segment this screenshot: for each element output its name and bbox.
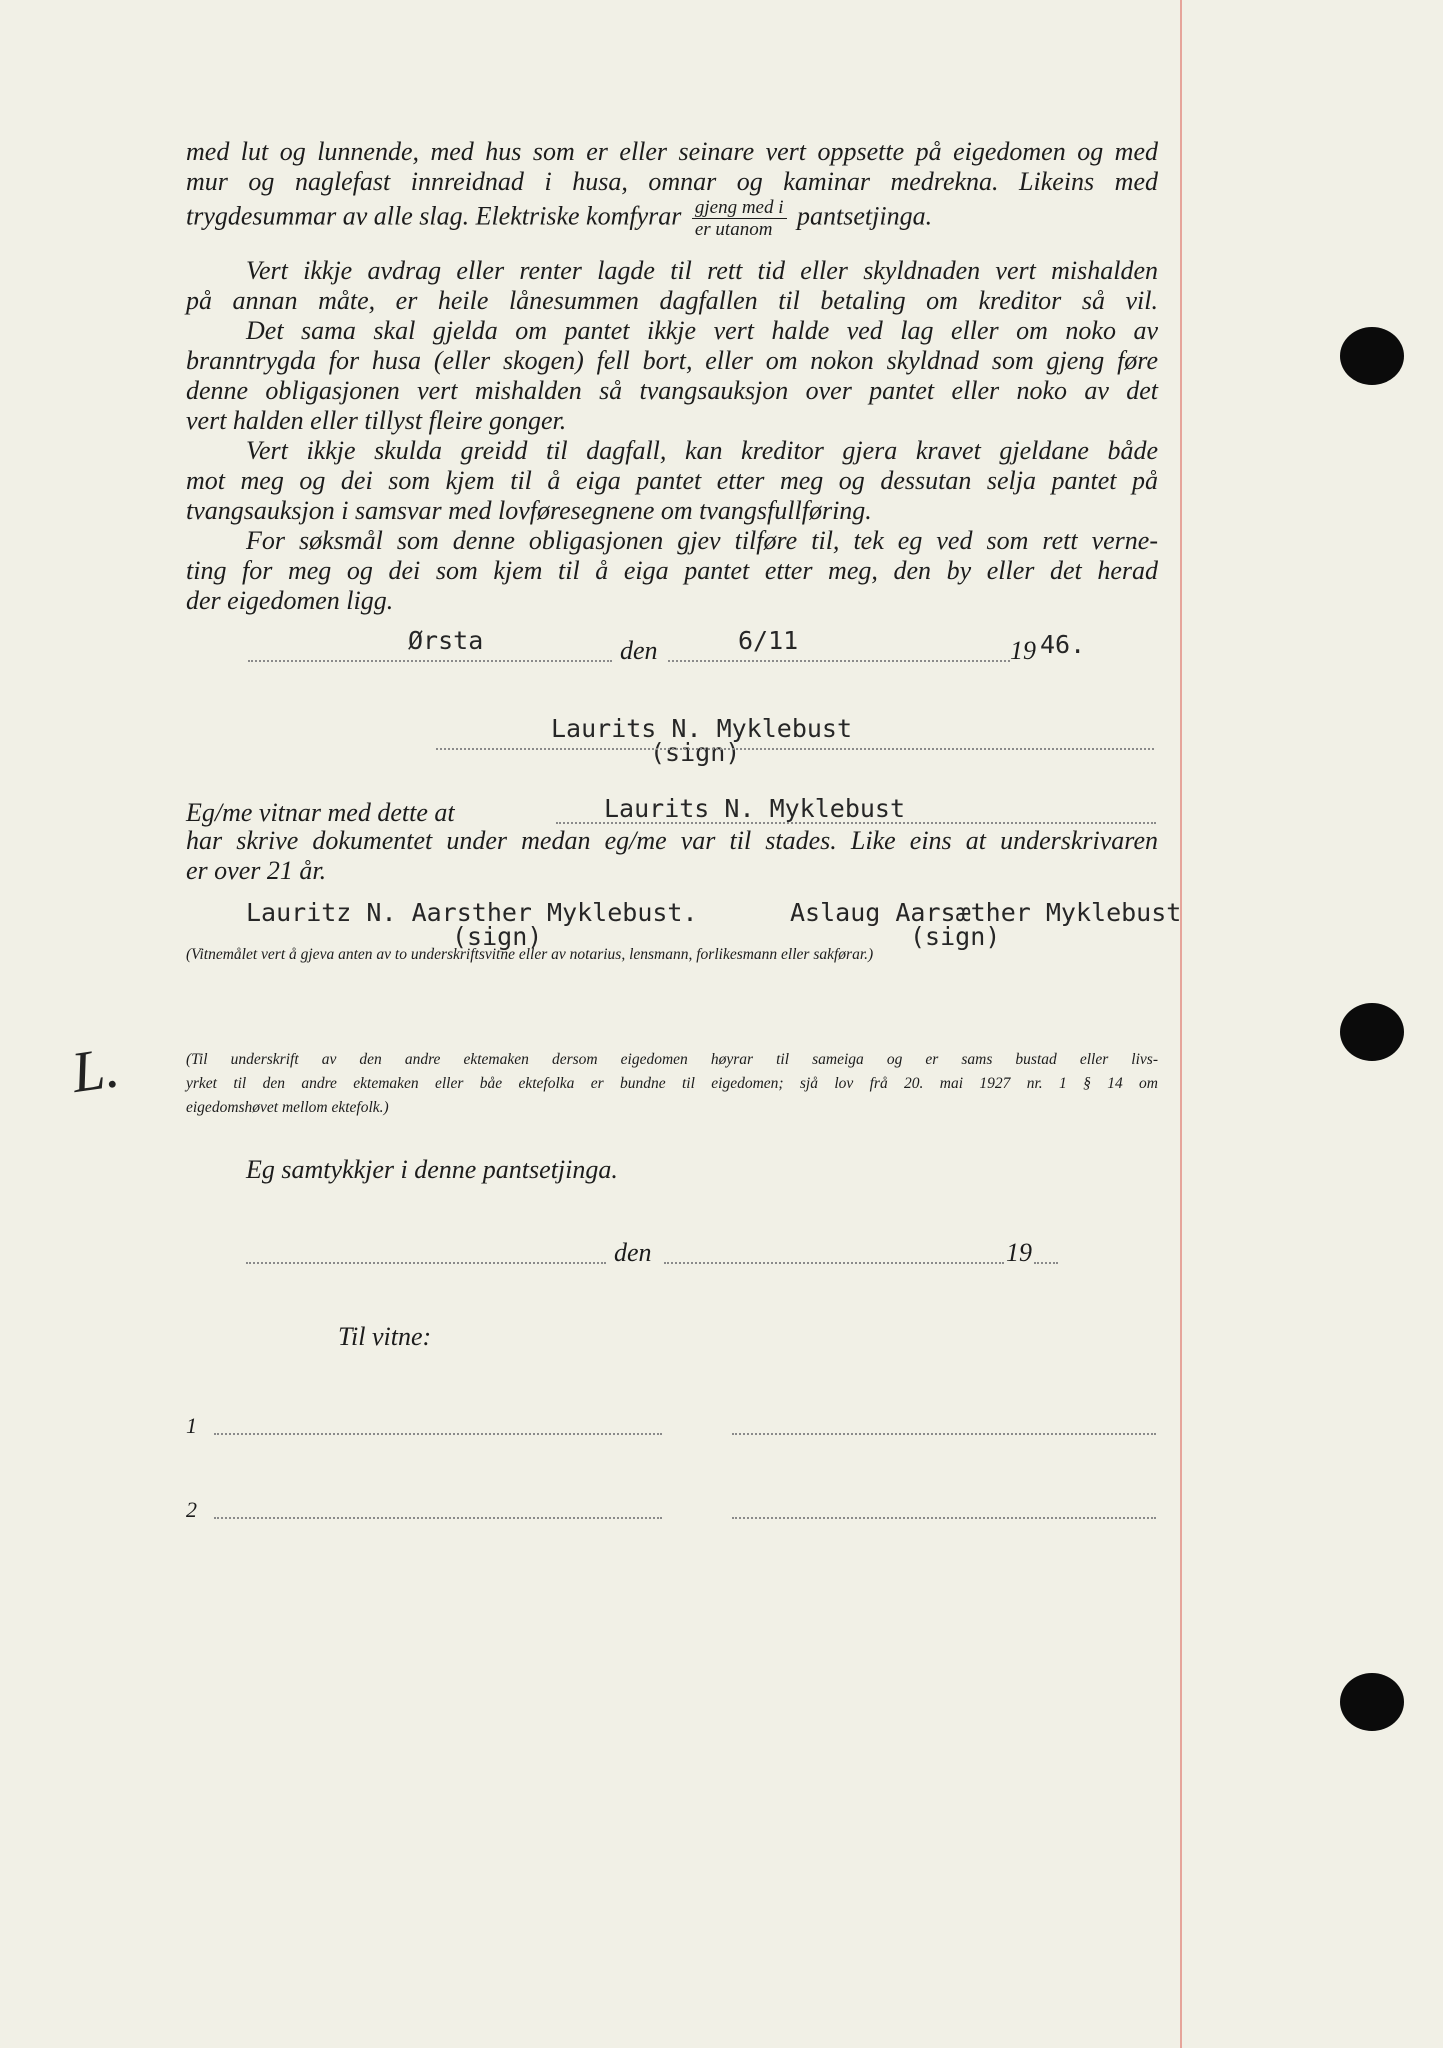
spouse-note-line: yrket til den andre ektemaken eller båe ektefolka er bundne til eigedomen; sjå lov frå 20. mai 1927 nr. 1 § 14 om: [186, 1075, 1158, 1092]
para4-line: Vert ikkje skulda greidd til dagfall, kan kreditor gjera kravet gjeldane både: [246, 436, 1158, 465]
til-vitne-label: Til vitne:: [338, 1322, 432, 1351]
witness-line-1a: [214, 1433, 662, 1435]
margin-rule: [1180, 0, 1182, 2048]
witness-line: har skrive dokumentet under medan eg/me var til stades. Like eins at underskrivaren: [186, 826, 1158, 855]
consent-date-dots: [664, 1262, 1004, 1264]
witness-number: 1: [186, 1413, 197, 1438]
handwritten-mark: L.: [67, 1034, 124, 1105]
para5-line: der eigedomen ligg.: [186, 586, 394, 615]
body-line: mur og naglefast innreidnad i husa, omnar og kaminar medrekna. Likeins med: [186, 167, 1158, 196]
signature-sign: (sign): [650, 738, 741, 767]
body-line: trygdesummar av alle slag. Elektriske komfyrar: [186, 201, 682, 231]
consent-year: 19: [1006, 1238, 1032, 1267]
year-prefix: 19: [1010, 636, 1036, 665]
witness-line: er over 21 år.: [186, 856, 327, 885]
year-suffix: 46.: [1040, 630, 1086, 659]
place-dots: [248, 660, 612, 662]
para4-line: mot meg og dei som kjem til å eiga pantet etter meg og dessutan selja pantet på: [186, 466, 1158, 495]
spouse-note-line: (Til underskrift av den andre ektemaken dersom eigedomen høyrar til sameiga og er sams bustad eller livs-: [186, 1051, 1158, 1068]
consent-year-dots: [1034, 1262, 1058, 1264]
para4-line: tvangsauksjon i samsvar med lovføresegnene om tvangsfullføring.: [186, 496, 872, 525]
para2-line: Vert ikkje avdrag eller renter lagde til rett tid eller skyldnaden vert mishalden: [246, 256, 1158, 285]
para3-line: denne obligasjonen vert mishalden så tvangsauksjon over pantet eller noko av det: [186, 376, 1158, 405]
punch-hole: [1340, 1003, 1404, 1061]
place-value: Ørsta: [408, 626, 484, 655]
fraction-top: gjeng med i: [692, 197, 787, 219]
body-line-fraction: [186, 197, 1158, 240]
para5-line: ting for meg og dei som kjem til å eiga pantet etter meg, den by eller det herad: [186, 556, 1158, 585]
para5-line: For søksmål som denne obligasjonen gjev tilføre til, tek eg ved som rett verne-: [246, 526, 1158, 555]
signature-dots: [436, 748, 1154, 750]
witness-intro: Eg/me vitnar med dette at: [186, 798, 455, 827]
punch-hole: [1340, 327, 1404, 385]
spouse-note-line: eigedomshøvet mellom ektefolk.): [186, 1099, 389, 1116]
body-line: med lut og lunnende, med hus som er eller seinare vert oppsette på eigedomen og med: [186, 137, 1158, 166]
den-label: den: [620, 636, 658, 665]
witness-name: Laurits N. Myklebust: [604, 794, 906, 823]
para3-line: Det sama skal gjelda om pantet ikkje vert halde ved lag eller om noko av: [246, 316, 1158, 345]
witness-first-sign: (sign): [452, 922, 543, 951]
fraction: [692, 197, 787, 240]
witness-number: 2: [186, 1497, 197, 1522]
para2-line: på annan måte, er heile lånesummen dagfallen til betaling om kreditor så vil.: [186, 286, 1158, 315]
consent-den: den: [614, 1238, 652, 1267]
date-dots: [668, 660, 1010, 662]
witness-dots: [556, 822, 1156, 824]
witness-line-2b: [732, 1517, 1156, 1519]
consent-place-dots: [246, 1262, 606, 1264]
witness-second-sign: (sign): [910, 922, 1001, 951]
fraction-bottom: er utanom: [694, 219, 773, 240]
punch-hole: [1340, 1673, 1404, 1731]
witness-note: (Vitnemålet vert å gjeva anten av to underskriftsvitne eller av notarius, lensmann, forlikesmann eller sakførar.): [186, 946, 874, 963]
fraction-after: pantsetjinga.: [797, 201, 933, 231]
date-value: 6/11: [738, 626, 799, 655]
consent-text: Eg samtykkjer i denne pantsetjinga.: [246, 1155, 618, 1184]
witness-first-name: Lauritz N. Aarsther Myklebust.: [246, 898, 698, 927]
witness-line-2a: [214, 1517, 662, 1519]
witness-line-1b: [732, 1433, 1156, 1435]
signature-name: Laurits N. Myklebust: [551, 714, 853, 743]
para3-line: branntrygda for husa (eller skogen) fell bort, eller om nokon skyldnad som gjeng føre: [186, 346, 1158, 375]
witness-second-name: Aslaug Aarsæther Myklebust: [790, 898, 1182, 927]
para3-line: vert halden eller tillyst fleire gonger.: [186, 406, 567, 435]
